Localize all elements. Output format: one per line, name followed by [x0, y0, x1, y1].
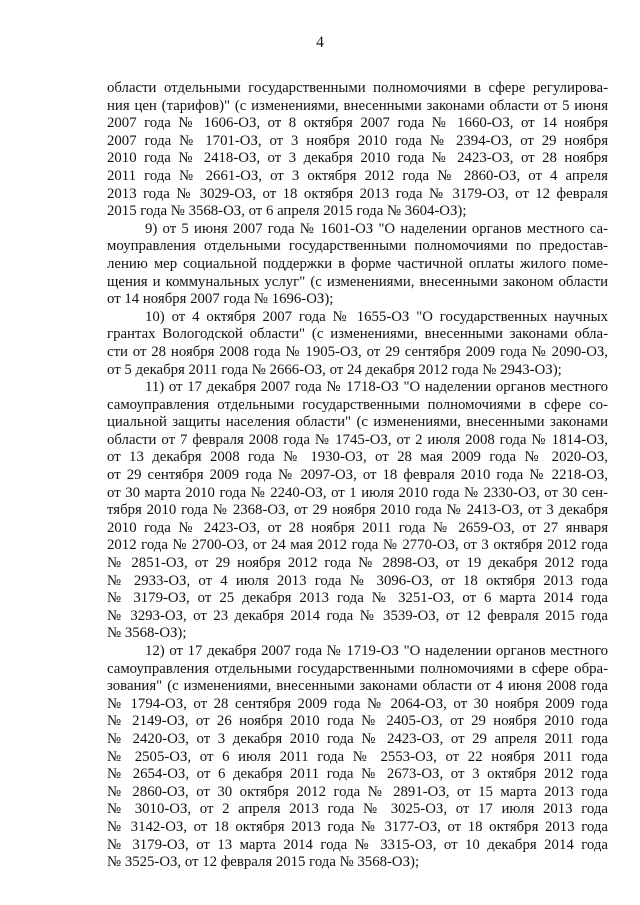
paragraph-p10	[107, 309, 608, 379]
text-line: № 1794-ОЗ, от 28 сентября 2009 года № 2064-ОЗ, от 30 ноября 2009 года	[107, 695, 608, 712]
text-line: зования" (с изменениями, внесенными законами области от 4 июня 2008 года	[107, 678, 608, 695]
text-line: 2013 года № 3029-ОЗ, от 18 октября 2013 года № 3179-ОЗ, от 12 февраля	[107, 185, 608, 202]
text-line: лению мер социальной поддержки в форме частичной оплаты жилого поме-	[107, 255, 608, 272]
paragraph-p9	[107, 221, 608, 309]
text-line: ния цен (тарифов)" (с изменениями, внесенными законами области от 5 июня	[107, 97, 608, 114]
text-line: № 3142-ОЗ, от 18 октября 2013 года № 3177-ОЗ, от 18 октября 2013 года	[107, 818, 608, 835]
text-line: циальной защиты населения области" (с изменениями, внесенными законами	[107, 414, 608, 431]
page-number: 4	[316, 34, 324, 51]
paragraph-p8-cont	[107, 80, 608, 221]
text-line: области отдельными государственными полномочиями в сфере регулирова-	[107, 80, 608, 96]
paragraph-p12	[107, 643, 608, 872]
paragraph-p11	[107, 379, 608, 643]
text-line: 9) от 5 июня 2007 года № 1601-ОЗ "О наделении органов местного са-	[145, 220, 608, 237]
text-line: № 3568-ОЗ);	[107, 625, 187, 642]
text-line: № 2654-ОЗ, от 6 декабря 2011 года № 2673-ОЗ, от 3 октября 2012 года	[107, 766, 608, 783]
text-line: от 29 сентября 2009 года № 2097-ОЗ, от 18 февраля 2010 года № 2218-ОЗ,	[107, 467, 608, 484]
text-line: от 14 ноября 2007 года № 1696-ОЗ);	[107, 291, 334, 308]
text-line: № 3179-ОЗ, от 25 декабря 2013 года № 3251-ОЗ, от 6 марта 2014 года	[107, 590, 608, 607]
text-line: моуправления отдельными государственными полномочиями по предостав-	[107, 238, 608, 255]
text-line: от 5 декабря 2011 года № 2666-ОЗ, от 24 декабря 2012 года № 2943-ОЗ);	[107, 361, 562, 378]
text-line: № 2505-ОЗ, от 6 июля 2011 года № 2553-ОЗ, от 22 ноября 2011 года	[107, 748, 608, 765]
text-line: № 2851-ОЗ, от 29 ноября 2012 года № 2898-ОЗ, от 19 декабря 2012 года	[107, 555, 608, 572]
text-line: № 3525-ОЗ, от 12 февраля 2015 года № 3568-ОЗ);	[107, 854, 420, 871]
text-line: 2010 года № 2418-ОЗ, от 3 декабря 2010 года № 2423-ОЗ, от 28 ноября	[107, 150, 608, 167]
text-line: № 3010-ОЗ, от 2 апреля 2013 года № 3025-ОЗ, от 17 июля 2013 года	[107, 801, 608, 818]
text-line: 2012 года № 2700-ОЗ, от 24 мая 2012 года № 2770-ОЗ, от 3 октября 2012 года	[107, 537, 608, 554]
text-line: № 2420-ОЗ, от 3 декабря 2010 года № 2423-ОЗ, от 29 апреля 2011 года	[107, 730, 608, 747]
text-line: самоуправления отдельными государственными полномочиями в сфере со-	[107, 396, 608, 413]
text-line: 10) от 4 октября 2007 года № 1655-ОЗ "О государственных научных	[145, 308, 608, 325]
text-line: № 3179-ОЗ, от 13 марта 2014 года № 3315-ОЗ, от 10 декабря 2014 года	[107, 836, 608, 853]
text-line: щения и коммунальных услуг" (с изменениями, внесенными законом области	[107, 273, 608, 290]
text-line: 11) от 17 декабря 2007 года № 1718-ОЗ "О наделении органов местного	[145, 379, 608, 396]
text-line: от 30 марта 2010 года № 2240-ОЗ, от 1 июля 2010 года № 2330-ОЗ, от 30 сен-	[107, 484, 608, 501]
text-line: от 13 декабря 2008 года № 1930-ОЗ, от 28 мая 2009 года № 2020-ОЗ,	[107, 449, 608, 466]
text-line: № 3293-ОЗ, от 23 декабря 2014 года № 3539-ОЗ, от 12 февраля 2015 года	[107, 607, 608, 624]
text-line: № 2933-ОЗ, от 4 июля 2013 года № 3096-ОЗ, от 18 октября 2013 года	[107, 572, 608, 589]
text-line: 2007 года № 1606-ОЗ, от 8 октября 2007 года № 1660-ОЗ, от 14 ноября	[107, 115, 608, 132]
text-line: 2007 года № 1701-ОЗ, от 3 ноября 2010 года № 2394-ОЗ, от 29 ноября	[107, 132, 608, 149]
text-line: сти от 28 ноября 2008 года № 1905-ОЗ, от 29 сентября 2009 года № 2090-ОЗ,	[107, 343, 608, 360]
text-line: грантах Вологодской области" (с изменениями, внесенными законами обла-	[107, 326, 608, 343]
text-line: 2010 года № 2423-ОЗ, от 28 ноября 2011 года № 2659-ОЗ, от 27 января	[107, 519, 608, 536]
text-line: 12) от 17 декабря 2007 года № 1719-ОЗ "О наделении органов местного	[145, 643, 608, 659]
text-line: 2015 года № 3568-ОЗ, от 6 апреля 2015 года № 3604-ОЗ);	[107, 203, 467, 220]
text-line: № 2149-ОЗ, от 26 ноября 2010 года № 2405-ОЗ, от 29 ноября 2010 года	[107, 713, 608, 730]
text-line: области от 7 февраля 2008 года № 1745-ОЗ, от 2 июля 2008 года № 1814-ОЗ,	[107, 431, 608, 448]
text-line: тября 2010 года № 2368-ОЗ, от 29 ноября 2010 года № 2413-ОЗ, от 3 декабря	[107, 502, 608, 519]
text-line: 2011 года № 2661-ОЗ, от 3 октября 2012 года № 2860-ОЗ, от 4 апреля	[107, 167, 608, 184]
text-line: самоуправления отдельными государственными полномочиями в сфере обра-	[107, 660, 608, 677]
text-line: № 2860-ОЗ, от 30 октября 2012 года № 2891-ОЗ, от 15 марта 2013 года	[107, 783, 608, 800]
document-body	[107, 80, 608, 872]
